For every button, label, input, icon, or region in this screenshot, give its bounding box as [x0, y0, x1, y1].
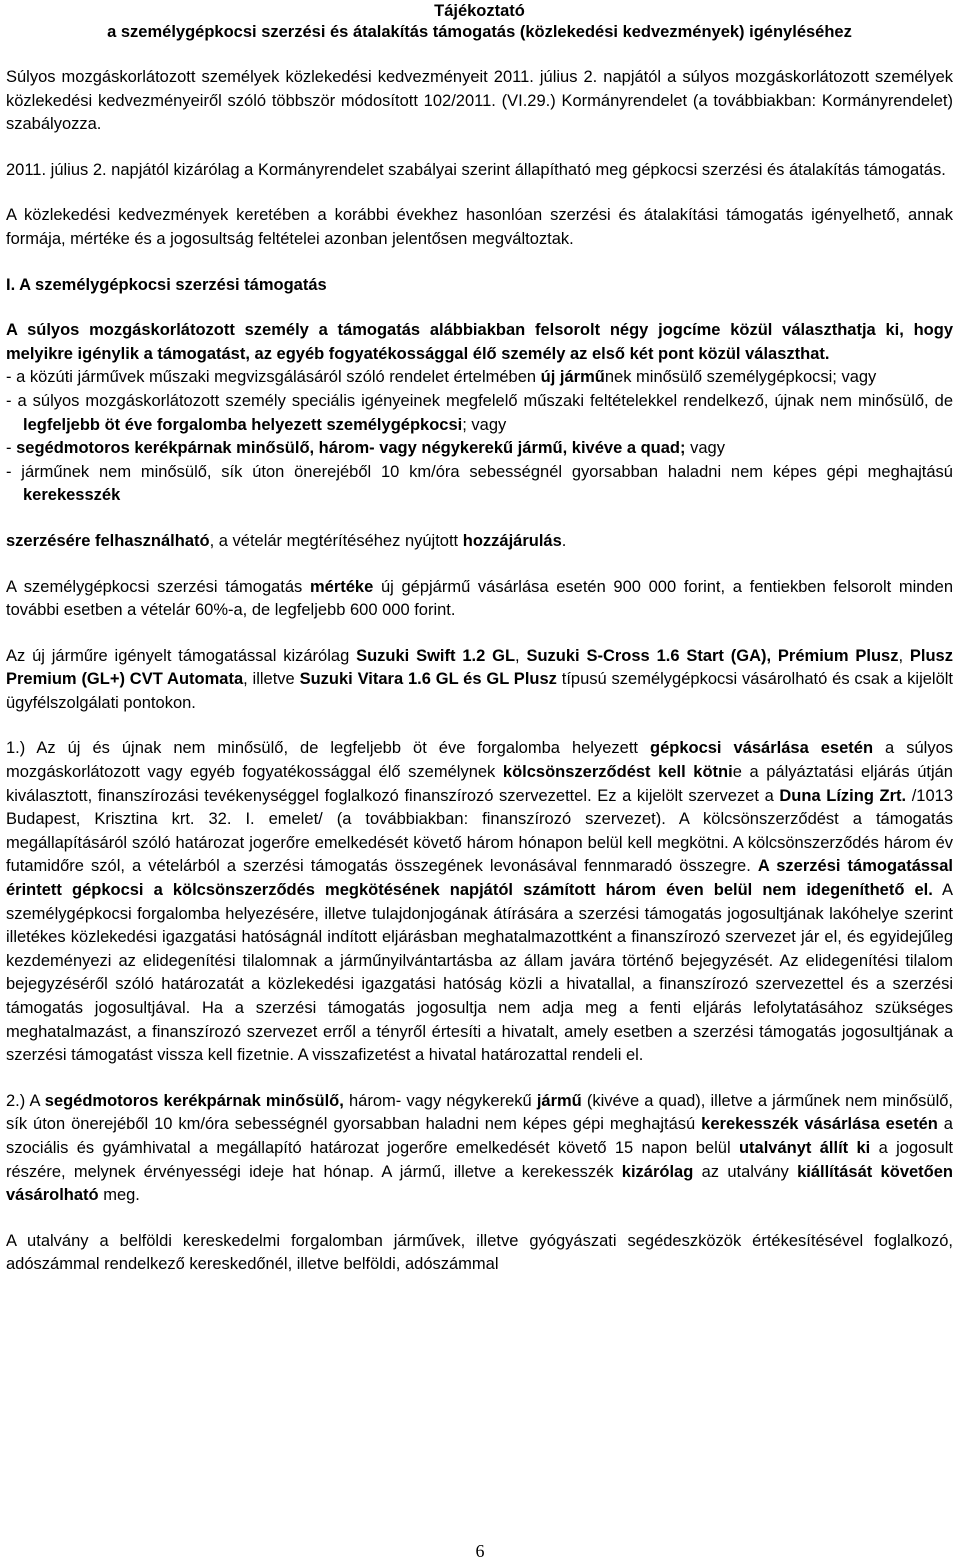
intro-paragraph-2: 2011. július 2. napjától kizárólag a Kormányrendelet szabályai szerint állapítható meg gépkocsi szerzési és átalakítás támogatás.	[6, 160, 946, 179]
intro-paragraph-3: A közlekedési kedvezmények keretében a korábbi évekhez hasonlóan szerzési és átalakítási támogatás igényelhető, annak formája, mértéke és a jogosultság feltételei azonban jelentősen megváltoztak.	[6, 206, 953, 248]
models-paragraph: Az új járműre igényelt támogatással kizárólag Suzuki Swift 1.2 GL, Suzuki S-Cross 1.6 Start (GA), Prémium Plusz, Plusz Premium (GL+) CVT Automata, illetve Suzuki Vitara 1.6 GL és GL Plusz típusú személygépkocsi vásárolható és csak a kijelölt ügyfélszolgálati pontokon.	[6, 646, 954, 712]
point-2-paragraph: 2.) A segédmotoros kerékpárnak minősülő, három- vagy négykerekű jármű (kivéve a quad), illetve a járműnek nem minősülő, sík úton önerejéből 10 km/óra sebességnél gyorsabban haladni nem képes gépi meghajtású kerekesszék vásárlása esetén a szociális és gyámhivatal a megállapító határozat jogerőre emelkedését követő 15 napon belül utalványt állít ki a jogosult részére, melynek érvényességi ideje hat hónap. A jármű, illetve a kerekesszék kizárólag az utalvány kiállítását követően vásárolható meg.	[6, 1091, 954, 1205]
intro-paragraph-1: Súlyos mozgáskorlátozott személyek közlekedési kedvezményeit 2011. július 2. napjától a súlyos mozgáskorlátozott személyek közlekedési kedvezményeiről szóló többször módosított 102/2011. (VI.29.) Kormányrendelet (a továbbiakban: Kormányrendelet) szabályozza.	[6, 68, 953, 134]
eligibility-list	[6, 366, 953, 508]
title-line-1: Tájékoztató	[434, 2, 525, 20]
point-1-paragraph: 1.) Az új és újnak nem minősülő, de legfeljebb öt éve forgalomba helyezett gépkocsi vásárlása esetén a súlyos mozgáskorlátozott vagy egyéb fogyatékossággal élő személynek kölcsönszerződést kell kötnie a pályáztatási eljárás útján kiválasztott, finanszírozási tevékenységgel foglalkozó finanszírozó szervezettel. Ez a kijelölt szervezet a Duna Lízing Zrt. /1013 Budapest, Krisztina krt. 32. I. emelet/ (a továbbiakban: finanszírozó szervezet). A kölcsönszerződést a támogatás megállapításáról szóló határozat jogerőre emelkedését követő három hónapon belül kell megkötni. A kölcsönszerződés három év futamidőre szól, a vételárból a szerzési támogatás összegének levonásával fennmaradó összegre. A szerzési támogatással érintett gépkocsi a kölcsönszerződés megkötésének napjától számított három éven belül nem idegeníthető el. A személygépkocsi forgalomba helyezésére, illetve tulajdonjogának átírására a szerzési támogatás jogosultjának lakóhelye szerint illetékes közlekedési igazgatási hatóságnál indított eljárásban meghatalmazottként a finanszírozó szervezet jár el, és egyidejűleg kezdeményezi az elidegenítési tilalomnak a járműnyilvántartásba az állam javára történő bejegyzését. Az elidegenítési tilalom bejegyzéséről szóló határozatát a közlekedési igazgatási hatóság közli a hivatallal, a finanszírozó szervezettel és a szerzési támogatás jogosultjával. Ha a szerzési támogatás jogosultja nem adja meg a fenti eljárás lefolytatásához szükséges meghatalmazást, a finanszírozó szervezet erről a tényről értesíti a hivatalt, amely esetben a szerzési támogatás jogosultjának a szerzési támogatást vissza kell fizetnie. A visszafizetést a hivatal határozattal rendeli el.	[6, 739, 953, 1065]
voucher-paragraph: A utalvány a belföldi kereskedelmi forgalomban járművek, illetve gyógyászati segédeszközök értékesítésével foglalkozó, adószámmal rendelkező kereskedőnél, illetve belföldi, adószámmal	[6, 1231, 953, 1274]
list-item: - a súlyos mozgáskorlátozott személy speciális igényeinek megfelelő műszaki feltételekkel rendelkező, újnak nem minősülő, de legfeljebb öt éve forgalomba helyezett személygépkocsi; vagy	[6, 391, 953, 434]
title-line-2: a személygépkocsi szerzési és átalakítás támogatás (közlekedési kedvezmények) igényléséhez	[107, 23, 852, 41]
list-item: - a közúti járművek műszaki megvizsgálásáról szóló rendelet értelmében új járműnek minősülő személygépkocsi; vagy	[6, 368, 877, 387]
section-bold-intro: A súlyos mozgáskorlátozott személy a támogatás alábbiakban felsorolt négy jogcíme közül választhatja ki, hogy melyikre igénylik a támogatást, az egyéb fogyatékossággal élő személy az első két pont közül választhat.	[6, 321, 953, 363]
section-heading	[6, 274, 953, 298]
document-title	[6, 0, 953, 43]
list-item: - járműnek nem minősülő, sík úton önerejéből 10 km/óra sebességnél gyorsabban haladni nem képes gépi meghajtású kerekesszék	[6, 462, 953, 505]
page-number: 6	[475, 1541, 485, 1561]
section-title: A személygépkocsi szerzési támogatás	[19, 275, 327, 294]
amount-paragraph: A személygépkocsi szerzési támogatás mértéke új gépjármű vásárlása esetén 900 000 forint, a fentiekben felsorolt minden további esetben a vételár 60%-a, de legfeljebb 600 000 forint.	[6, 577, 953, 620]
section-number: I.	[6, 275, 16, 294]
list-item: - segédmotoros kerékpárnak minősülő, három- vagy négykerekű jármű, kivéve a quad; vagy	[6, 439, 725, 458]
usage-paragraph: szerzésére felhasználható, a vételár megtérítéséhez nyújtott hozzájárulás.	[6, 531, 567, 550]
